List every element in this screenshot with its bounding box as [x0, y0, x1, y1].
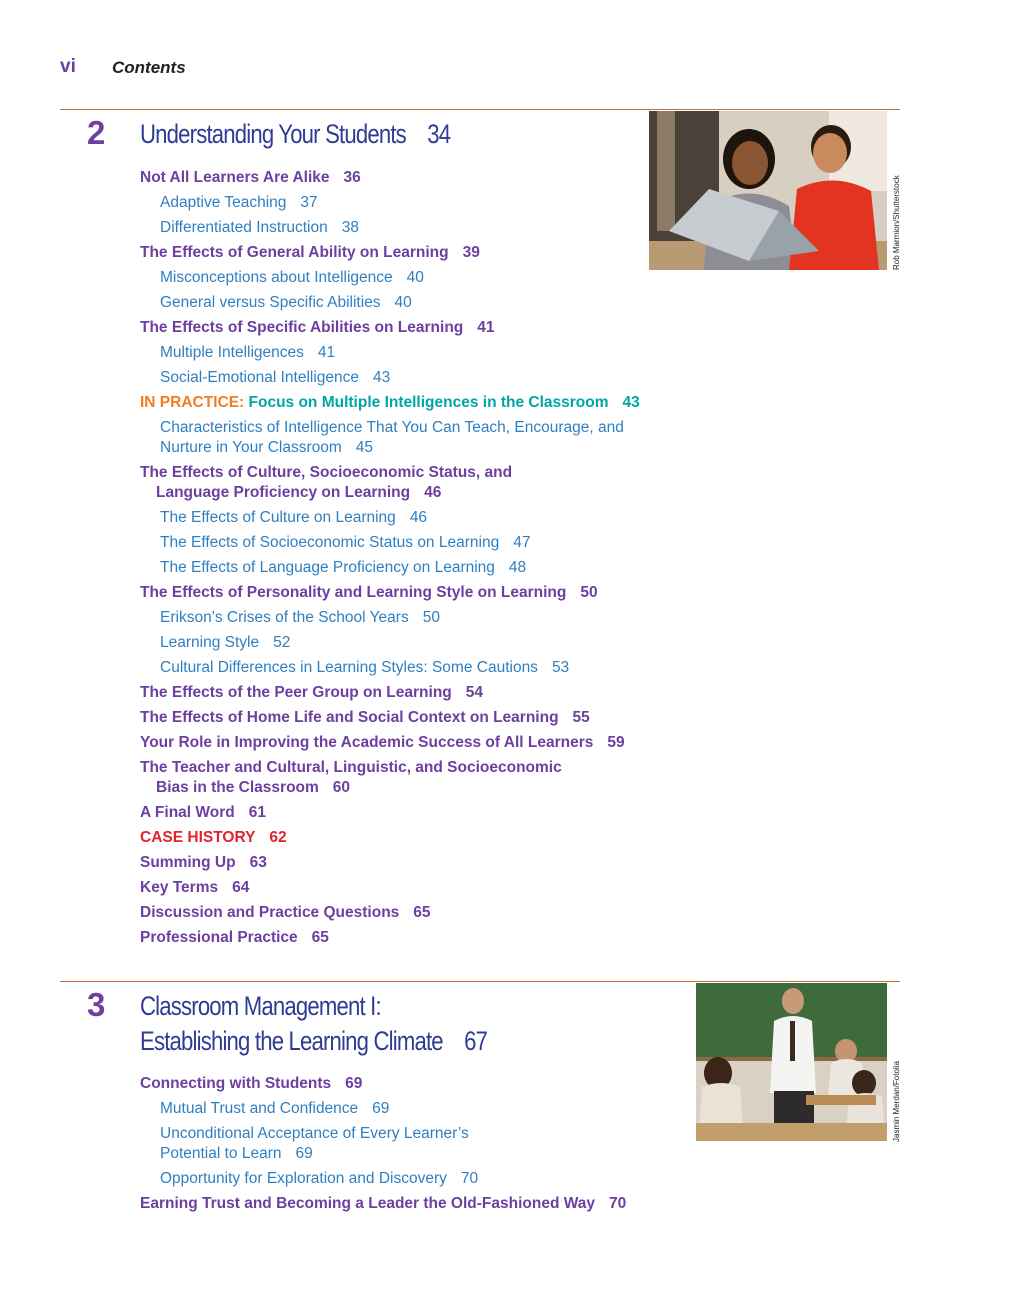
- chapter-3-page: 67: [464, 1026, 488, 1056]
- toc-entry[interactable]: Discussion and Practice Questions 65: [140, 904, 431, 921]
- chapter-2-rule: [60, 109, 900, 110]
- chapter-2-number: 2: [87, 114, 106, 151]
- running-head-title: Contents: [112, 58, 186, 77]
- toc-entry-in-practice[interactable]: IN PRACTICE: Focus on Multiple Intelligences in the Classroom 43: [140, 394, 640, 411]
- chapter-2-photo: [649, 111, 887, 270]
- toc-entry[interactable]: Social-Emotional Intelligence 43: [160, 369, 391, 386]
- toc-entry[interactable]: Earning Trust and Becoming a Leader the Old-Fashioned Way 70: [140, 1195, 627, 1212]
- toc-entry[interactable]: The Effects of Language Proficiency on Learning 48: [160, 559, 527, 576]
- toc-entry[interactable]: Cultural Differences in Learning Styles: Some Cautions 53: [160, 659, 570, 676]
- toc-entry[interactable]: Differentiated Instruction 38: [160, 219, 359, 236]
- teacher-student-laptop-photo: [649, 111, 887, 270]
- chapter-2-title-text: Understanding Your Students: [140, 119, 406, 149]
- toc-entry-case-history[interactable]: CASE HISTORY 62: [140, 829, 287, 846]
- in-practice-label: IN PRACTICE:: [140, 394, 245, 411]
- toc-entry[interactable]: The Effects of Culture, Socioeconomic Status, and Language Proficiency on Learning 46: [140, 464, 513, 501]
- toc-entry[interactable]: The Effects of the Peer Group on Learning 54: [140, 684, 484, 701]
- toc-entry[interactable]: Connecting with Students 69: [140, 1075, 363, 1092]
- toc-entry[interactable]: Adaptive Teaching 37: [160, 194, 318, 211]
- classroom-teacher-photo: [696, 983, 887, 1141]
- toc-entry[interactable]: Key Terms 64: [140, 879, 250, 896]
- toc-entry[interactable]: Unconditional Acceptance of Every Learner’s Potential to Learn 69: [160, 1125, 469, 1162]
- toc-entry[interactable]: Misconceptions about Intelligence 40: [160, 269, 424, 286]
- toc-entry[interactable]: The Effects of Specific Abilities on Learning 41: [140, 319, 495, 336]
- chapter-3-photo-credit: Jasmin Merdan/Fotolia: [892, 1061, 901, 1142]
- chapter-2-photo-credit: Rob Marmion/Shutterstock: [892, 175, 901, 270]
- toc-entry[interactable]: Learning Style 52: [160, 634, 291, 651]
- toc-entry[interactable]: Multiple Intelligences 41: [160, 344, 336, 361]
- toc-entry[interactable]: The Effects of Home Life and Social Context on Learning 55: [140, 709, 590, 726]
- toc-entry[interactable]: A Final Word 61: [140, 804, 266, 821]
- chapter-2-title[interactable]: [140, 117, 450, 152]
- page-folio: vi: [60, 56, 76, 77]
- toc-entry[interactable]: Your Role in Improving the Academic Success of All Learners 59: [140, 734, 625, 751]
- chapter-3-title-line2: Establishing the Learning Climate: [140, 1026, 443, 1056]
- toc-entry[interactable]: The Effects of Socioeconomic Status on Learning 47: [160, 534, 531, 551]
- toc-entry[interactable]: The Effects of General Ability on Learning 39: [140, 244, 480, 261]
- toc-entry[interactable]: Not All Learners Are Alike 36: [140, 169, 361, 186]
- chapter-3-number: 3: [87, 986, 106, 1023]
- toc-entry[interactable]: The Teacher and Cultural, Linguistic, and Socioeconomic Bias in the Classroom 60: [140, 759, 562, 796]
- chapter-3-rule: [60, 981, 900, 982]
- toc-entry[interactable]: Opportunity for Exploration and Discovery 70: [160, 1170, 479, 1187]
- toc-entry[interactable]: Mutual Trust and Confidence 69: [160, 1100, 390, 1117]
- toc-entry[interactable]: Summing Up 63: [140, 854, 267, 871]
- chapter-3-photo: [696, 983, 887, 1141]
- toc-entry[interactable]: The Effects of Culture on Learning 46: [160, 509, 428, 526]
- toc-entry[interactable]: Characteristics of Intelligence That You Can Teach, Encourage, and Nurture in Your Classroom 45: [160, 419, 624, 456]
- toc-entry[interactable]: Professional Practice 65: [140, 929, 329, 946]
- chapter-3-title-line1: Classroom Management I:: [140, 991, 381, 1021]
- chapter-2-page: 34: [427, 119, 451, 149]
- toc-entry[interactable]: The Effects of Personality and Learning Style on Learning 50: [140, 584, 598, 601]
- toc-entry[interactable]: General versus Specific Abilities 40: [160, 294, 412, 311]
- toc-entry[interactable]: Erikson’s Crises of the School Years 50: [160, 609, 440, 626]
- chapter-3-title[interactable]: [140, 989, 487, 1059]
